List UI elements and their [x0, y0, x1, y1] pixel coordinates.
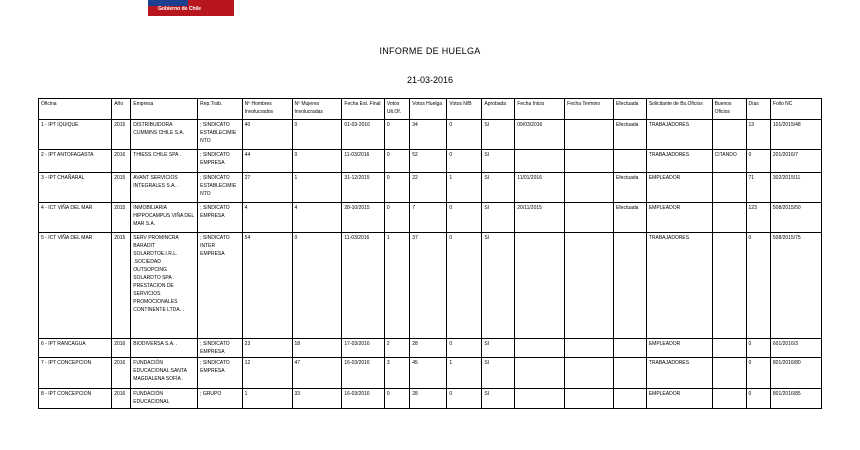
table-cell: SI: [482, 389, 515, 409]
table-cell: 71: [746, 173, 770, 203]
table-cell: [565, 358, 614, 389]
column-header: Buenos Oficios: [712, 99, 746, 120]
table-cell: BIODIVERSA S.A. .: [131, 339, 198, 358]
table-cell: [712, 358, 746, 389]
table-cell: SI: [482, 339, 515, 358]
table-cell: 7 - IPT CONCEPCION: [39, 358, 112, 389]
table-cell: [712, 120, 746, 150]
table-cell: ; SINDICATO EMPRESA: [198, 150, 243, 173]
gobierno-logo: [148, 0, 234, 16]
table-cell: 44: [242, 150, 292, 173]
column-header: Días: [746, 99, 770, 120]
column-header: Votos N/B: [447, 99, 482, 120]
table-cell: 0: [746, 358, 770, 389]
table-cell: [712, 389, 746, 409]
table-cell: 1: [447, 173, 482, 203]
table-row: [39, 233, 822, 339]
strike-report-table: [38, 98, 822, 409]
table-cell: 28: [410, 389, 447, 409]
table-cell: 2016: [112, 339, 131, 358]
table-cell: 1: [292, 173, 342, 203]
table-cell: 2015: [112, 203, 131, 233]
table-cell: Efectuada: [613, 203, 646, 233]
table-cell: 45: [410, 358, 447, 389]
table-cell: 7: [410, 203, 447, 233]
table-cell: 2 - IPT ANTOFAGASTA: [39, 150, 112, 173]
table-body: [39, 120, 822, 409]
table-cell: ; SINDICATO ESTABLECIMIENTO: [198, 120, 243, 150]
table-cell: SI: [482, 203, 515, 233]
table-cell: [613, 150, 646, 173]
table-cell: TRABAJADORES: [646, 233, 712, 339]
table-cell: [613, 389, 646, 409]
table-cell: ; SINDICATO ESTABLECIMIENTO: [198, 173, 243, 203]
table-cell: 0: [384, 203, 409, 233]
table-cell: 0: [746, 233, 770, 339]
column-header: Rep.Trab.: [198, 99, 243, 120]
table-cell: ; SINDICATO EMPRESA: [198, 203, 243, 233]
report-date: 21-03-2016: [406, 75, 454, 85]
report-title: INFORME DE HUELGA: [379, 46, 481, 56]
table-cell: 0: [292, 120, 342, 150]
table-cell: 1: [242, 389, 292, 409]
table-cell: THIESS CHILE SPA .: [131, 150, 198, 173]
table-cell: 508/2015/50: [770, 203, 821, 233]
table-cell: 0: [292, 150, 342, 173]
table-cell: 0: [292, 233, 342, 339]
table-cell: [515, 339, 565, 358]
table-cell: 28-10/2015: [342, 203, 384, 233]
table-cell: [565, 120, 614, 150]
table-cell: EMPLEADOR: [646, 339, 712, 358]
table-cell: 2016: [112, 150, 131, 173]
table-cell: 12: [242, 358, 292, 389]
table-cell: [515, 389, 565, 409]
table-cell: 0: [447, 233, 482, 339]
table-cell: 3 - IPT CHAÑARAL: [39, 173, 112, 203]
table-cell: SI: [482, 150, 515, 173]
table-cell: [565, 203, 614, 233]
table-cell: 37: [410, 233, 447, 339]
table-cell: 4: [242, 203, 292, 233]
table-row: [39, 389, 822, 409]
table-cell: 601/2016/3: [770, 339, 821, 358]
table-cell: 31-12/2015: [342, 173, 384, 203]
table-cell: [515, 358, 565, 389]
table-cell: 2: [384, 339, 409, 358]
column-header: Aprobada: [482, 99, 515, 120]
table-cell: 16-03/2016: [342, 389, 384, 409]
table-cell: 33: [292, 389, 342, 409]
table-cell: 11-03/2016: [342, 150, 384, 173]
table-cell: [565, 173, 614, 203]
table-cell: 508/2015/75: [770, 233, 821, 339]
table-cell: 5 - ICT VIÑA DEL MAR: [39, 233, 112, 339]
table-cell: FUNDACIÓN EDUCACIONAL: [131, 389, 198, 409]
table-cell: 2016: [112, 358, 131, 389]
table-cell: 801/2016/85: [770, 389, 821, 409]
table-cell: 01-03-2016: [342, 120, 384, 150]
table-cell: 2016: [112, 389, 131, 409]
column-header: Efectuada: [613, 99, 646, 120]
table-cell: EMPLEADOR: [646, 203, 712, 233]
table-cell: 11/01/2016: [515, 173, 565, 203]
table-cell: 3: [384, 358, 409, 389]
column-header: Fecha Termino: [565, 99, 614, 120]
table-cell: TRABAJADORES: [646, 358, 712, 389]
table-cell: EMPLEADOR: [646, 173, 712, 203]
table-cell: 123: [746, 203, 770, 233]
table-cell: [565, 233, 614, 339]
table-row: [39, 150, 822, 173]
table-cell: [565, 339, 614, 358]
table-cell: 0: [384, 120, 409, 150]
table-cell: 6 - IPT RANCAGUA: [39, 339, 112, 358]
table-cell: 09/03/2016: [515, 120, 565, 150]
table-cell: 0: [447, 120, 482, 150]
table-cell: TRABAJADORES: [646, 150, 712, 173]
table-cell: 0: [447, 339, 482, 358]
table-cell: 1: [384, 233, 409, 339]
table-header-row: [39, 99, 822, 120]
table-cell: 2015: [112, 233, 131, 339]
table-cell: 4: [292, 203, 342, 233]
column-header: Votos Huelga: [410, 99, 447, 120]
table-cell: ; GRUPO: [198, 389, 243, 409]
table-cell: [712, 203, 746, 233]
table-row: [39, 339, 822, 358]
table-cell: CITANDO: [712, 150, 746, 173]
table-cell: INMOBILIARIA HIPPOCAMPUS VIÑA DEL MAR S.A.: [131, 203, 198, 233]
table-cell: 0: [746, 339, 770, 358]
table-cell: 801/2016/80: [770, 358, 821, 389]
table-cell: [565, 389, 614, 409]
table-cell: [565, 150, 614, 173]
table-cell: [515, 150, 565, 173]
table-cell: [515, 233, 565, 339]
column-header: Nº Mujeres Involucradas: [292, 99, 342, 120]
table-cell: TRABAJADORES: [646, 120, 712, 150]
table-cell: 0: [447, 389, 482, 409]
table-cell: 47: [292, 358, 342, 389]
table-cell: [613, 339, 646, 358]
table-cell: 40: [242, 120, 292, 150]
table-cell: [613, 358, 646, 389]
logo-text: Gobierno de Chile: [158, 6, 202, 12]
table-cell: 0: [746, 150, 770, 173]
table-row: [39, 120, 822, 150]
table-cell: [712, 339, 746, 358]
table-cell: SI: [482, 173, 515, 203]
table-cell: ; SINDICATO EMPRESA: [198, 339, 243, 358]
column-header: Fecha Est. Final: [342, 99, 384, 120]
table-cell: 20/11/2015: [515, 203, 565, 233]
table-row: [39, 173, 822, 203]
table-cell: 4 - ICT VIÑA DEL MAR: [39, 203, 112, 233]
table-cell: ; SINDICATO INTER EMPRESA: [198, 233, 243, 339]
column-header: Nº Hombres Involucrados: [242, 99, 292, 120]
column-header: Solicitante de Bs.Oficios: [646, 99, 712, 120]
table-cell: 22: [410, 173, 447, 203]
table-cell: EMPLEADOR: [646, 389, 712, 409]
table-cell: SI: [482, 120, 515, 150]
table-cell: Efectuada: [613, 173, 646, 203]
table-cell: 34: [410, 120, 447, 150]
table-cell: 27: [242, 173, 292, 203]
table-cell: 28: [410, 339, 447, 358]
table-cell: 0: [384, 150, 409, 173]
table-cell: SI: [482, 358, 515, 389]
table-row: [39, 358, 822, 389]
table-cell: 52: [410, 150, 447, 173]
table-cell: SERV PROMINCRA BARADIT SOLARDTOE.I.R.L. .SOCIEDAD OUTSOPCING SOLARDTO SPA . PRESTACION DE SERVICIOS PROMOCIONALES CONTINENTE LTDA. .: [131, 233, 198, 339]
table-cell: [712, 173, 746, 203]
table-cell: 0: [746, 389, 770, 409]
table-cell: 2015: [112, 173, 131, 203]
table-cell: 8 - IPT CONCEPCION: [39, 389, 112, 409]
table-row: [39, 203, 822, 233]
table-cell: 11-03/2016: [342, 233, 384, 339]
column-header: Año: [112, 99, 131, 120]
table-cell: 0: [384, 389, 409, 409]
table-cell: Efectuada: [613, 120, 646, 150]
table-cell: 16-03/2016: [342, 358, 384, 389]
table-cell: SI: [482, 233, 515, 339]
table-cell: 17-03/2016: [342, 339, 384, 358]
table-cell: ; SINDICATO EMPRESA: [198, 358, 243, 389]
table-cell: [712, 233, 746, 339]
column-header: Oficina: [39, 99, 112, 120]
table-cell: 1 - IPT IQUIQUE: [39, 120, 112, 150]
table-cell: 101/2015/48: [770, 120, 821, 150]
table-cell: DISTRIBUIDORA CUMMINS CHILE S.A.: [131, 120, 198, 150]
table-cell: 2015: [112, 120, 131, 150]
table-cell: 54: [242, 233, 292, 339]
table-cell: 302/2015/11: [770, 173, 821, 203]
column-header: Votos Ult.Of.: [384, 99, 409, 120]
column-header: Folio NC: [770, 99, 821, 120]
table-cell: 0: [384, 173, 409, 203]
table-cell: 13: [746, 120, 770, 150]
table-cell: [613, 233, 646, 339]
table-cell: 1: [447, 358, 482, 389]
table-cell: 23: [242, 339, 292, 358]
table-cell: 0: [447, 203, 482, 233]
column-header: Empresa: [131, 99, 198, 120]
table-cell: 0: [447, 150, 482, 173]
column-header: Fecha Inicio: [515, 99, 565, 120]
table-cell: AVANT SERVICIOS INTEGRALES S.A. .: [131, 173, 198, 203]
table-cell: 201/2016/7: [770, 150, 821, 173]
table-cell: 18: [292, 339, 342, 358]
table-cell: FUNDACIÓN EDUCACIONAL SANTA MAGDALENA SOFÍA .: [131, 358, 198, 389]
